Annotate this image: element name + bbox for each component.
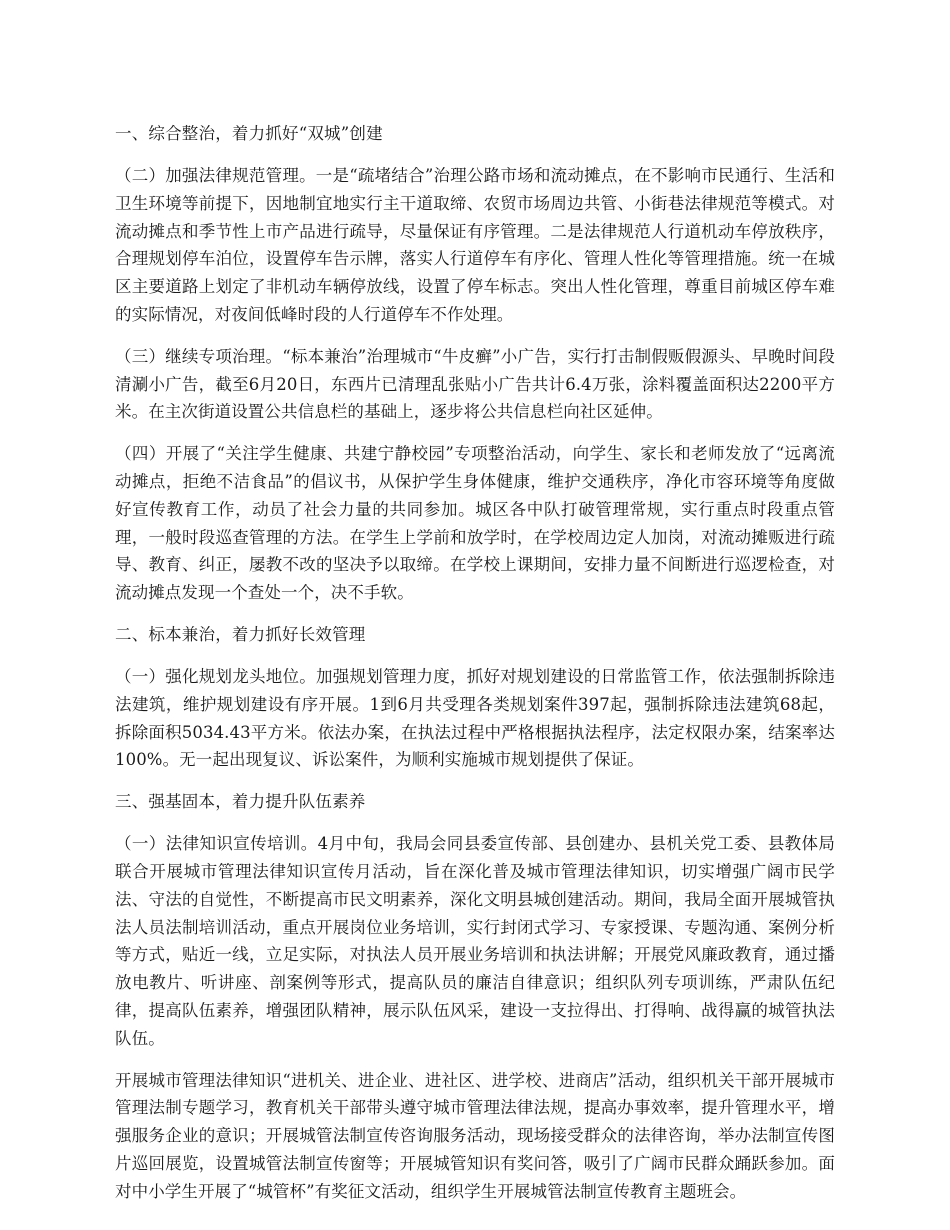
paragraph-outreach: 开展城市管理法律知识“进机关、进企业、进社区、进学校、进商店”活动，组织机关干部开展城市管理法制专题学习，教育机关干部带头遵守城市管理法律法规，提高办事效率，提升管理水平，增强服务企业的意识；开展城管法制宣传咨询服务活动，现场接受群众的法律咨询，举办法制宣传图片巡回展览，设置城管法制宣传窗等；开展城管知识有奖问答，吸引了广阔市民群众踊跃参加。面对中小学生开展了“城管杯”有奖征文活动，组织学生开展城管法制宣传教育主题班会。 [115, 1070, 835, 1201]
paragraph-campus-campaign: （四）开展了“关注学生健康、共建宁静校园”专项整治活动，向学生、家长和老师发放了“远离流动摊点，拒绝不洁食品”的倡议书，从保护学生身体健康，维护交通秩序，净化市容环境等角度做好宣传教育工作，动员了社会力量的共同参加。城区各中队打破管理常规，实行重点时段重点管理，一般时段巡查管理的方法。在学生上学前和放学时，在学校周边定人加岗，对流动摊贩进行疏导、教育、纠正，屡教不改的坚决予以取缔。在学校上课期间，安排力量不间断进行巡逻检查，对流动摊点发现一个查处一个，决不手软。 [115, 444, 835, 603]
section-heading-1: 一、综合整治，着力抓好“双城”创建 [115, 124, 383, 143]
paragraph-legal-training: （一）法律知识宣传培训。4月中旬，我局会同县委宣传部、县创建办、县机关党工委、县教体局联合开展城市管理法律知识宣传月活动，旨在深化普及城市管理法律知识，切实增强广阔市民学法、守法的自觉性，不断提高市民文明素养，深化文明县城创建活动。期间，我局全面开展城管执法人员法制培训活动，重点开展岗位业务培训，实行封闭式学习、专家授课、专题沟通、案例分析等方式，贴近一线，立足实际，对执法人员开展业务培训和执法讲解；开展党风廉政教育，通过播放电教片、听讲座、剖案例等形式，提高队员的廉洁自律意识；组织队列专项训练，严肃队伍纪律，提高队伍素养，增强团队精神，展示队伍风采，建设一支拉得出、打得响、战得赢的城管执法队伍。 [115, 834, 835, 1048]
document-page [115, 120, 835, 1220]
section-heading-3: 三、强基固本，着力提升队伍素养 [115, 792, 366, 812]
section-heading-2: 二、标本兼治，着力抓好长效管理 [115, 624, 366, 644]
paragraph-legal-regulation: （二）加强法律规范管理。一是“疏堵结合”治理公路市场和流动摊点，在不影响市民通行、生活和卫生环境等前提下，因地制宜地实行主干道取缔、农贸市场周边共管、小街巷法律规范等模式。对流动摊点和季节性上市产品进行疏导，尽量保证有序管理。二是法律规范人行道机动车停放秩序，合理规划停车泊位，设置停车告示牌，落实人行道停车有序化、管理人性化等管理措施。统一在城区主要道路上划定了非机动车辆停放线，设置了停车标志。突出人性化管理，尊重目前城区停车难的实际情况，对夜间低峰时段的人行道停车不作处理。 [115, 166, 835, 324]
paragraph-planning: （一）强化规划龙头地位。加强规划管理力度，抓好对规划建设的日常监管工作，依法强制拆除违法建筑，维护规划建设有序开展。1到6月共受理各类规划案件397起，强制拆除违法建筑68起，拆除面积5034.43平方米。依法办案，在执法过程中严格根据执法程序，法定权限办案，结案率达100%。无一起出现复议、诉讼案件，为顺利实施城市规划提供了保证。 [115, 666, 835, 770]
paragraph-special-governance: （三）继续专项治理。“标本兼治”治理城市“牛皮癣”小广告，实行打击制假贩假源头、早晚时间段清涮小广告，截至6月20日，东西片已清理乱张贴小广告共计6.4万张，涂料覆盖面积达2200平方米。在主次街道设置公共信息栏的基础上，逐步将公共信息栏向社区延伸。 [115, 346, 835, 422]
